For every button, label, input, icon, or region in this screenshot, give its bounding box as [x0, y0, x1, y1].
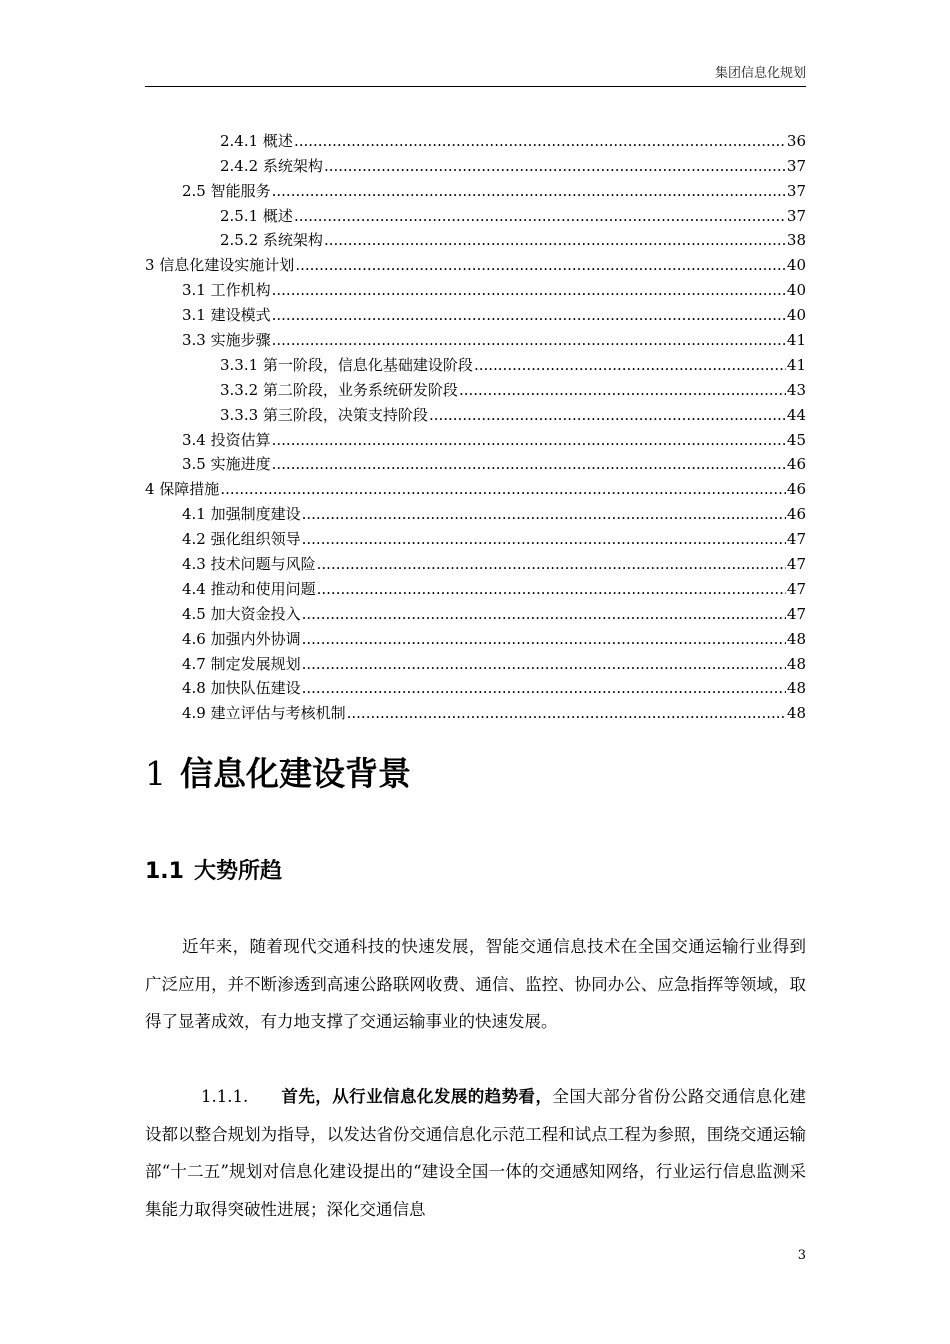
toc-entry-page: 41: [786, 331, 806, 350]
toc-entry[interactable]: [145, 450, 806, 475]
toc-leader-dots: [324, 230, 786, 250]
toc-entry-label: 3.1 建设模式: [182, 306, 271, 325]
toc-entry-page: 41: [786, 355, 806, 374]
toc-entry-page: 40: [786, 256, 806, 275]
toc-leader-dots: [294, 131, 786, 151]
toc-entry-label: 4.5 加大资金投入: [182, 604, 301, 623]
toc-entry-page: 38: [786, 231, 806, 250]
toc-entry-label: 3.3.1 第一阶段，信息化基础建设阶段: [220, 355, 473, 374]
toc-entry[interactable]: [145, 275, 806, 300]
body-paragraph-numbered: [145, 1078, 806, 1228]
toc-entry-label: 3.3.2 第二阶段，业务系统研发阶段: [220, 380, 458, 399]
toc-entry-page: 37: [786, 181, 806, 200]
heading-1-number: 1: [145, 754, 166, 793]
toc-entry-page: 43: [786, 380, 806, 399]
toc-entry[interactable]: [145, 549, 806, 574]
toc-entry[interactable]: [145, 649, 806, 674]
header-title: 集团信息化规划: [714, 66, 806, 81]
toc-entry[interactable]: [145, 176, 806, 201]
toc-entry[interactable]: [145, 375, 806, 400]
toc-entry-label: 4.9 建立评估与考核机制: [182, 704, 346, 723]
toc-leader-dots: [347, 703, 786, 723]
toc-entry[interactable]: [145, 151, 806, 176]
toc-leader-dots: [459, 380, 786, 400]
toc-entry-label: 4.2 强化组织领导: [182, 530, 301, 549]
toc-entry-page: 46: [786, 505, 806, 524]
toc-leader-dots: [302, 654, 786, 674]
toc-leader-dots: [429, 405, 786, 425]
toc-entry[interactable]: [145, 325, 806, 350]
toc-entry[interactable]: [145, 350, 806, 375]
toc-entry-page: 47: [786, 530, 806, 549]
toc-leader-dots: [294, 206, 786, 226]
page-header: [145, 66, 806, 87]
toc-leader-dots: [220, 479, 786, 499]
toc-leader-dots: [302, 604, 786, 624]
toc-entry-label: 2.5.2 系统架构: [220, 231, 323, 250]
paragraph-text: 全国大部分省份公路交通信息化建设都以整合规划为指导，以发达省份交通信息化示范工程和试点工程为参照，围绕交通运输部“十二五”规划对信息化建设提出的“建设全国一体的交通感知网络，行业运行信息监测采集能力取得突破性进展；深化交通信息: [145, 1087, 807, 1219]
toc-entry[interactable]: [145, 698, 806, 723]
body-paragraph: 近年来，随着现代交通科技的快速发展，智能交通信息技术在全国交通运输行业得到广泛应用，并不断渗透到高速公路联网收费、通信、监控、协同办公、应急指挥等领域，取得了显著成效，有力地支撑了交通运输事业的快速发展。: [145, 937, 806, 1031]
toc-entry[interactable]: [145, 674, 806, 699]
toc-entry-label: 3.1 工作机构: [182, 281, 271, 300]
toc-entry-label: 3.3.3 第三阶段，决策支持阶段: [220, 405, 428, 424]
toc-entry-label: 3.3 实施步骤: [182, 331, 271, 350]
heading-2-text: 大势所趋: [193, 859, 282, 884]
toc-leader-dots: [302, 529, 786, 549]
toc-entry-page: 47: [786, 555, 806, 574]
toc-entry[interactable]: [145, 474, 806, 499]
toc-entry[interactable]: [145, 599, 806, 624]
toc-entry[interactable]: [145, 425, 806, 450]
toc-leader-dots: [272, 454, 786, 474]
heading-1-text: 信息化建设背景: [180, 754, 411, 793]
toc-entry[interactable]: [145, 624, 806, 649]
bold-lead: 首先，从行业信息化发展的趋势看，: [281, 1087, 553, 1106]
toc-entry-label: 3.4 投资估算: [182, 430, 271, 449]
toc-leader-dots: [302, 629, 786, 649]
toc-entry-label: 4.1 加强制度建设: [182, 505, 301, 524]
toc-leader-dots: [302, 678, 786, 698]
toc-entry-page: 48: [786, 654, 806, 673]
toc-leader-dots: [272, 330, 786, 350]
toc-leader-dots: [317, 554, 786, 574]
heading-2: [145, 856, 282, 888]
toc-entry-label: 4.7 制定发展规划: [182, 654, 301, 673]
heading-1: [145, 752, 411, 796]
toc-entry-label: 4.3 技术问题与风险: [182, 555, 316, 574]
toc-leader-dots: [272, 305, 786, 325]
toc-entry-page: 48: [786, 679, 806, 698]
toc-entry-page: 44: [786, 405, 806, 424]
toc-entry-label: 4.6 加强内外协调: [182, 629, 301, 648]
toc-entry[interactable]: [145, 226, 806, 251]
toc-leader-dots: [272, 430, 786, 450]
toc-entry[interactable]: [145, 574, 806, 599]
toc-entry-label: 3.5 实施进度: [182, 455, 271, 474]
toc-entry-label: 4.8 加快队伍建设: [182, 679, 301, 698]
toc-entry-page: 48: [786, 629, 806, 648]
page-number: 3: [797, 1248, 806, 1263]
toc-leader-dots: [302, 504, 786, 524]
toc-entry-label: 4 保障措施: [145, 480, 220, 499]
toc-entry-label: 3 信息化建设实施计划: [145, 256, 295, 275]
toc-entry-page: 47: [786, 604, 806, 623]
toc-entry-page: 48: [786, 704, 806, 723]
toc-leader-dots: [474, 355, 786, 375]
toc-entry[interactable]: [145, 126, 806, 151]
toc-entry-page: 40: [786, 306, 806, 325]
toc-leader-dots: [317, 579, 786, 599]
toc-entry[interactable]: [145, 201, 806, 226]
heading-2-number: 1.1: [145, 859, 184, 884]
toc-leader-dots: [324, 156, 786, 176]
section-number: 1.1.1.: [201, 1087, 249, 1106]
toc-leader-dots: [295, 255, 786, 275]
toc-entry[interactable]: [145, 300, 806, 325]
toc-entry-label: 2.4.1 概述: [220, 131, 293, 150]
toc-entry-page: 46: [786, 480, 806, 499]
toc-entry[interactable]: [145, 524, 806, 549]
toc-entry-page: 37: [786, 206, 806, 225]
toc-entry-label: 2.5 智能服务: [182, 181, 271, 200]
toc-entry[interactable]: [145, 499, 806, 524]
toc-entry-page: 46: [786, 455, 806, 474]
table-of-contents: [145, 126, 806, 723]
toc-entry-page: 40: [786, 281, 806, 300]
toc-entry-page: 47: [786, 579, 806, 598]
toc-entry-label: 2.5.1 概述: [220, 206, 293, 225]
toc-entry-label: 2.4.2 系统架构: [220, 156, 323, 175]
toc-leader-dots: [272, 280, 786, 300]
toc-entry-label: 4.4 推动和使用问题: [182, 579, 316, 598]
toc-entry-page: 36: [786, 131, 806, 150]
toc-leader-dots: [272, 181, 786, 201]
toc-entry-page: 37: [786, 156, 806, 175]
toc-entry[interactable]: [145, 400, 806, 425]
toc-entry[interactable]: [145, 250, 806, 275]
toc-entry-page: 45: [786, 430, 806, 449]
